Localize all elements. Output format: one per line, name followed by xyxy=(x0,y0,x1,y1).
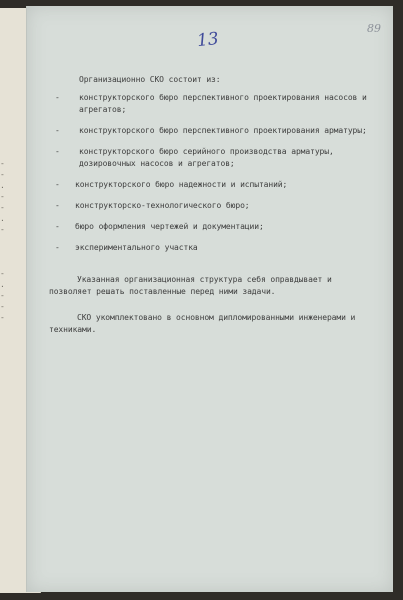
document-page xyxy=(26,6,393,592)
list-dash: - xyxy=(55,147,60,156)
list-item-text: конструкторского бюро серийного производства арматуры, дозировочных насосов и агрегатов; xyxy=(79,147,334,168)
list-dash: - xyxy=(55,180,60,189)
list-item xyxy=(27,242,373,254)
handwritten-page-number: 13 xyxy=(196,28,220,52)
archive-page-number: 89 xyxy=(367,22,381,35)
intro-line: Организационно СКО состоит из: xyxy=(79,75,221,84)
list-item xyxy=(27,179,373,191)
list-item xyxy=(27,92,373,116)
underlying-page-marks: - - . - - . - - . - - - xyxy=(0,159,5,322)
list-dash: - xyxy=(55,243,60,252)
list-dash: - xyxy=(55,93,60,102)
paragraph-staffing: СКО укомплектовано в основном дипломированными инженерами и техниками. xyxy=(49,313,356,334)
list-item xyxy=(27,221,373,233)
structure-list xyxy=(27,92,373,254)
list-dash: - xyxy=(55,222,60,231)
list-item xyxy=(27,146,373,170)
document-body xyxy=(27,74,373,336)
list-item-text: экспериментального участка xyxy=(75,243,198,252)
list-item-text: конструкторского бюро перспективного проектирования арматуры; xyxy=(79,126,367,135)
list-item-text: бюро оформления чертежей и документации; xyxy=(75,222,264,231)
list-item xyxy=(27,125,373,137)
list-item xyxy=(27,200,373,212)
list-item-text: конструкторского бюро надежности и испытаний; xyxy=(75,180,288,189)
list-dash: - xyxy=(55,126,60,135)
list-item-text: конструкторско-технологического бюро; xyxy=(75,201,250,210)
list-dash: - xyxy=(55,201,60,210)
paragraph-structure: Указанная организационная структура себя оправдывает и позволяет решать поставленные перед ними задачи. xyxy=(49,275,332,296)
list-item-text: конструкторского бюро перспективного проектирования насосов и агрегатов; xyxy=(79,93,367,114)
